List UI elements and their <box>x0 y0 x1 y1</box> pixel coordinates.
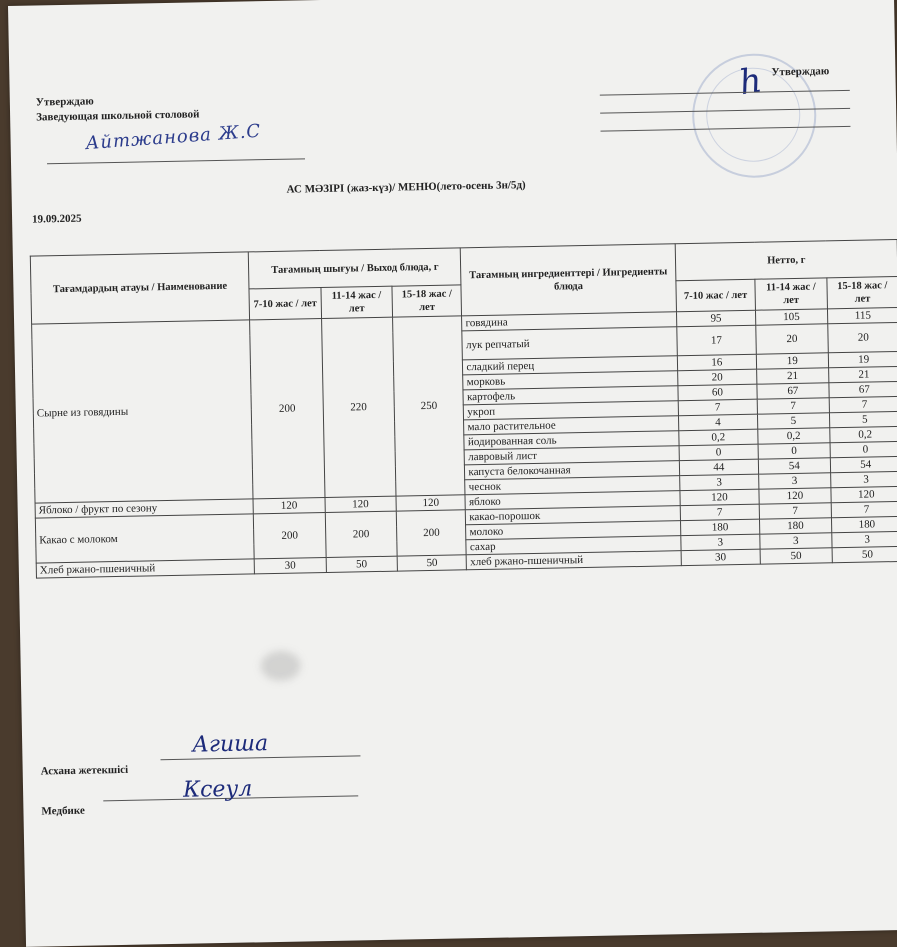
ingredient-netto-cell: 0,2 <box>829 426 897 442</box>
document-title: АС МӘЗІРІ (жаз-күз)/ МЕНЮ(лето-осень 3н/5д) <box>286 179 526 196</box>
menu-table <box>30 239 897 579</box>
header-netto-age-15-18: 15-18 жас / лет <box>826 276 897 308</box>
header-netto-age-11-14: 11-14 жас / лет <box>755 278 827 310</box>
ingredient-name-cell: сахар <box>466 536 680 555</box>
ingredient-netto-cell: 7 <box>759 503 831 519</box>
ingredient-netto-cell: 20 <box>756 324 828 354</box>
approver-position: Заведующая школьной столовой <box>36 108 200 124</box>
approve-label-right: Утверждаю <box>771 65 830 79</box>
ingredient-netto-cell: 50 <box>832 546 897 562</box>
dish-output-cell: 120 <box>253 498 325 514</box>
ingredient-name-cell: сладкий перец <box>463 356 677 375</box>
ingredient-netto-cell: 0,2 <box>678 429 758 446</box>
ingredient-netto-cell: 180 <box>680 519 760 536</box>
dish-name-cell: Хлеб ржано-пшеничный <box>36 559 255 578</box>
ingredient-netto-cell: 7 <box>680 504 760 521</box>
header-output: Тағамның шығуы / Выход блюда, г <box>249 248 462 289</box>
ingredient-netto-cell: 3 <box>759 473 831 489</box>
nurse-signature: Ксеул <box>182 776 253 803</box>
ingredient-name-cell: укроп <box>464 401 678 420</box>
ingredient-netto-cell: 7 <box>678 399 758 416</box>
ingredient-netto-cell: 16 <box>677 354 757 371</box>
chef-label: Асхана жетекшісі <box>40 763 129 778</box>
ingredient-netto-cell: 4 <box>678 414 758 431</box>
header-netto-age-7-10: 7-10 жас / лет <box>676 279 756 312</box>
ingredient-netto-cell: 7 <box>757 398 829 414</box>
menu-document <box>8 0 897 947</box>
signature-right: ℎ <box>736 60 765 104</box>
ingredient-netto-cell: 180 <box>831 516 897 532</box>
dish-name-cell: Сырне из говядины <box>32 320 254 503</box>
ingredient-name-cell: лук репчатый <box>462 327 677 360</box>
chef-signature: Агиша <box>191 731 269 758</box>
ingredient-netto-cell: 20 <box>677 369 757 386</box>
dish-output-cell: 250 <box>393 316 466 496</box>
ingredient-name-cell: какао-порошок <box>466 506 680 525</box>
ingredient-name-cell: морковь <box>463 371 677 390</box>
ingredient-netto-cell: 0 <box>679 444 759 461</box>
ingredient-netto-cell: 0,2 <box>758 428 830 444</box>
ingredient-netto-cell: 5 <box>758 413 830 429</box>
ingredient-netto-cell: 3 <box>679 474 759 491</box>
dish-name-cell: Яблоко / фрукт по сезону <box>35 499 254 518</box>
ingredient-netto-cell: 50 <box>760 548 832 564</box>
ingredient-netto-cell: 19 <box>756 353 828 369</box>
ingredient-netto-cell: 120 <box>830 486 897 502</box>
ingredient-netto-cell: 3 <box>680 534 760 551</box>
ingredient-netto-cell: 19 <box>828 351 897 367</box>
ingredient-netto-cell: 120 <box>680 489 760 506</box>
header-dish-name: Тағамдардың атауы / Наименование <box>30 252 250 324</box>
approve-label-left: Утверждаю <box>35 95 94 109</box>
header-out-age-7-10: 7-10 жас / лет <box>249 288 321 320</box>
dish-output-cell: 120 <box>325 496 397 512</box>
ingredient-name-cell: мало растительное <box>464 416 678 435</box>
dish-output-cell: 200 <box>396 510 466 556</box>
ingredient-netto-cell: 3 <box>760 533 832 549</box>
ingredient-netto-cell: 60 <box>678 384 758 401</box>
dish-output-cell: 200 <box>250 319 325 499</box>
dish-output-cell: 200 <box>254 513 326 559</box>
ingredient-name-cell: яблоко <box>465 491 679 510</box>
ingredient-netto-cell: 17 <box>676 325 756 356</box>
ingredient-netto-cell: 3 <box>830 471 897 487</box>
dish-output-cell: 50 <box>397 555 467 571</box>
ingredient-netto-cell: 0 <box>758 443 830 459</box>
approval-block-left <box>36 92 200 125</box>
dish-name-cell: Какао с молоком <box>35 514 254 563</box>
ingredient-netto-cell: 115 <box>827 307 897 323</box>
ingredient-netto-cell: 95 <box>676 310 756 327</box>
ingredient-netto-cell: 180 <box>760 518 832 534</box>
ingredient-netto-cell: 7 <box>831 501 897 517</box>
nurse-label: Медбике <box>41 804 85 818</box>
ingredient-netto-cell: 54 <box>758 458 830 474</box>
ingredient-netto-cell: 54 <box>830 456 897 472</box>
header-out-age-15-18: 15-18 жас / лет <box>392 285 462 317</box>
ingredient-netto-cell: 44 <box>679 459 759 476</box>
ingredient-name-cell: лавровый лист <box>465 446 679 465</box>
ingredient-netto-cell: 21 <box>828 366 897 382</box>
ingredient-name-cell: хлеб ржано-пшеничный <box>467 551 681 570</box>
dish-output-cell: 120 <box>396 495 466 511</box>
ingredient-name-cell: молоко <box>466 521 680 540</box>
ingredient-name-cell: говядина <box>462 312 676 331</box>
ingredient-netto-cell: 21 <box>757 368 829 384</box>
dish-output-cell: 200 <box>325 511 397 557</box>
ingredient-netto-cell: 5 <box>829 411 897 427</box>
dish-output-cell: 50 <box>326 556 398 572</box>
dish-output-cell: 220 <box>321 317 396 497</box>
ingredient-netto-cell: 105 <box>756 309 828 325</box>
header-netto: Нетто, г <box>675 239 897 280</box>
ingredient-netto-cell: 7 <box>829 396 897 412</box>
smudge <box>260 651 301 682</box>
ingredient-netto-cell: 20 <box>827 322 897 352</box>
signature-left: Айтжанова Ж.С <box>85 120 262 155</box>
ingredient-name-cell: картофель <box>463 386 677 405</box>
ingredient-netto-cell: 67 <box>757 383 829 399</box>
ingredient-netto-cell: 3 <box>831 531 897 547</box>
ingredient-netto-cell: 67 <box>828 381 897 397</box>
dish-output-cell: 30 <box>254 558 326 574</box>
header-ingredients: Тағамның ингредиенттері / Ингредиенты блюда <box>461 244 676 316</box>
ingredient-name-cell: чеснок <box>465 476 679 495</box>
ingredient-netto-cell: 0 <box>830 441 897 457</box>
ingredient-name-cell: йодированная соль <box>464 431 678 450</box>
ingredient-netto-cell: 120 <box>759 488 831 504</box>
ingredient-name-cell: капуста белокочанная <box>465 461 679 480</box>
document-date: 19.09.2025 <box>31 212 82 226</box>
header-out-age-11-14: 11-14 жас / лет <box>321 286 393 318</box>
ingredient-netto-cell: 30 <box>681 549 761 566</box>
